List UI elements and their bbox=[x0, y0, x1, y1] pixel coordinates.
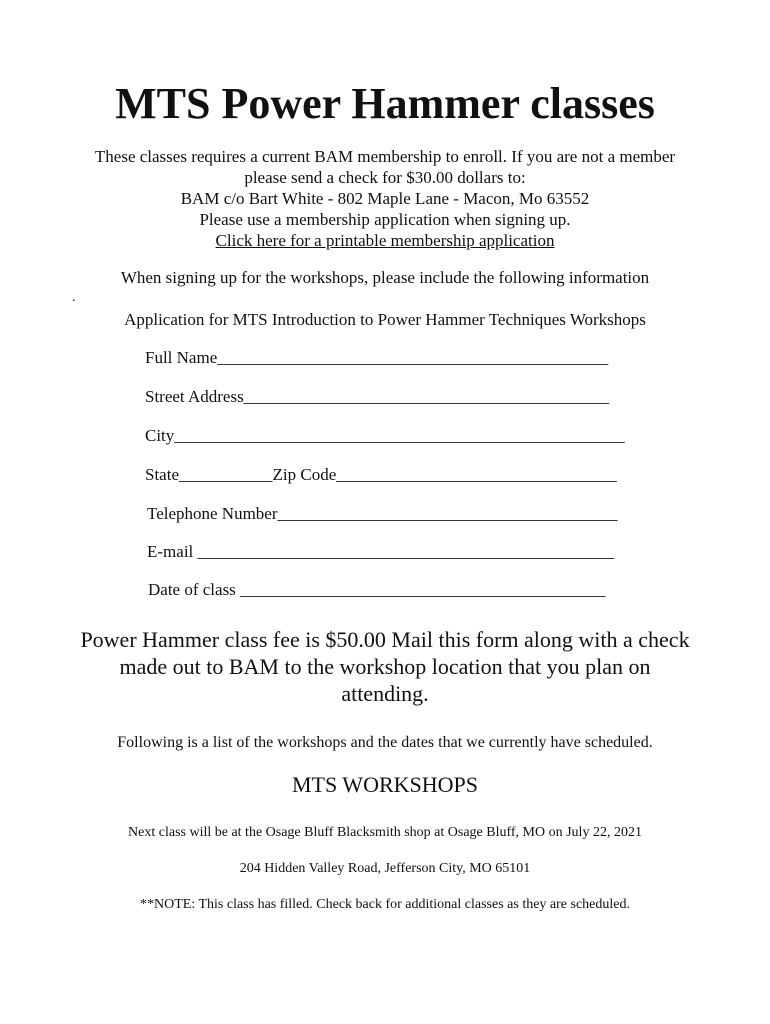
date-of-class-field: Date of class ___________________________________________ bbox=[148, 580, 606, 599]
intro-line-4: Please use a membership application when signing up. bbox=[199, 210, 571, 229]
full-name-field: Full Name______________________________________________ bbox=[145, 348, 609, 367]
signup-note: When signing up for the workshops, please include the following information bbox=[120, 268, 650, 287]
intro-line-3: BAM c/o Bart White - 802 Maple Lane - Macon, Mo 63552 bbox=[180, 189, 590, 208]
stray-mark: . bbox=[72, 290, 76, 305]
page-title: MTS Power Hammer classes bbox=[115, 79, 655, 128]
workshops-intro: Following is a list of the workshops and the dates that we currently have scheduled. bbox=[117, 734, 653, 751]
state-zip-field: State___________Zip Code_________________________________ bbox=[145, 465, 617, 484]
street-address-field: Street Address___________________________________________ bbox=[145, 387, 610, 406]
class-address: 204 Hidden Valley Road, Jefferson City, MO 65101 bbox=[239, 861, 531, 876]
next-class-text: Next class will be at the Osage Bluff Blacksmith shop at Osage Bluff, MO on July 22, 2021 bbox=[128, 825, 642, 840]
telephone-field: Telephone Number________________________________________ bbox=[147, 504, 618, 523]
intro-line-2: please send a check for $30.00 dollars to: bbox=[244, 168, 526, 187]
fee-paragraph bbox=[0, 626, 770, 707]
city-field: City_____________________________________________________ bbox=[145, 426, 625, 445]
class-note: **NOTE: This class has filled. Check back for additional classes as they are scheduled. bbox=[140, 897, 630, 912]
intro-line-1: These classes requires a current BAM membership to enroll. If you are not a member bbox=[94, 147, 676, 166]
email-field: E-mail _________________________________________________ bbox=[147, 542, 615, 561]
fee-line-3: attending. bbox=[341, 681, 429, 706]
membership-application-link[interactable]: Click here for a printable membership application bbox=[215, 231, 555, 250]
intro-block bbox=[0, 146, 770, 251]
application-title: Application for MTS Introduction to Power Hammer Techniques Workshops bbox=[124, 310, 646, 329]
fee-line-1: Power Hammer class fee is $50.00 Mail this form along with a check bbox=[80, 627, 690, 652]
workshops-heading: MTS WORKSHOPS bbox=[291, 772, 479, 797]
fee-line-2: made out to BAM to the workshop location that you plan on bbox=[119, 654, 651, 679]
